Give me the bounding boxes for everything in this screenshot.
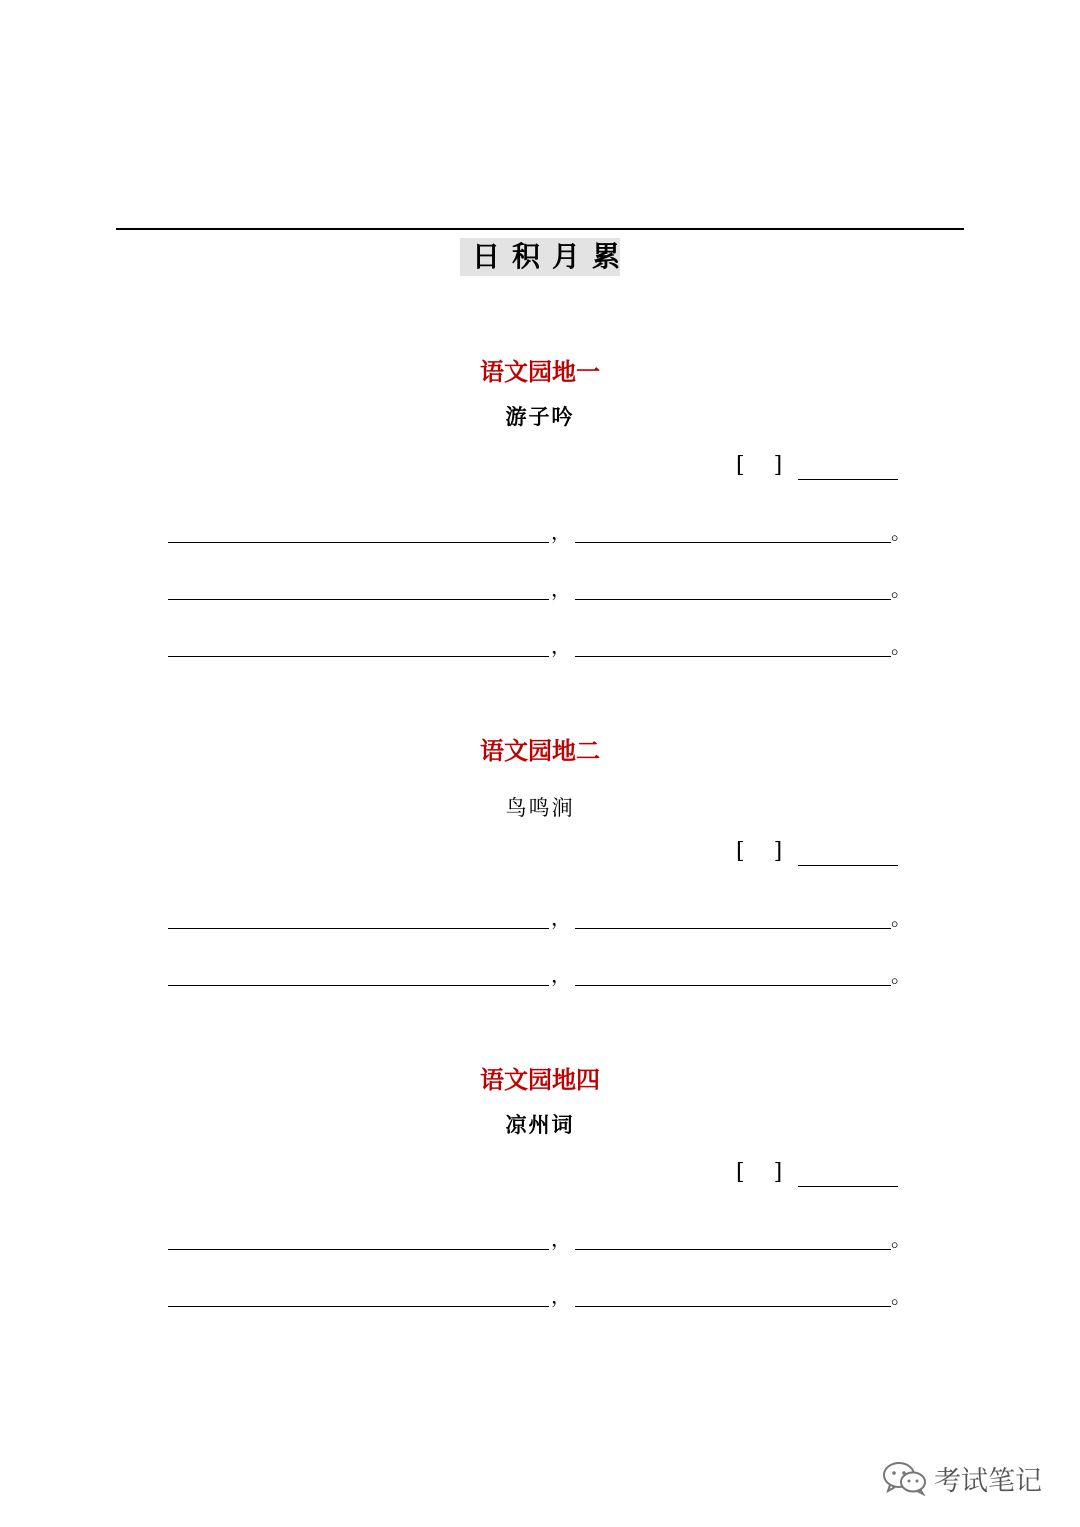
answer-blank[interactable] — [168, 985, 549, 986]
section-heading-2: 语文园地二 — [480, 737, 600, 765]
wechat-icon — [882, 1460, 928, 1496]
top-divider — [116, 228, 964, 230]
author-blank[interactable] — [798, 1186, 898, 1187]
comma-mark: ， — [551, 634, 571, 658]
comma-mark: ， — [551, 520, 571, 544]
dynasty-brackets: [ ] — [736, 453, 783, 478]
author-blank[interactable] — [798, 479, 898, 480]
answer-blank[interactable] — [168, 1306, 549, 1307]
period-mark: 。 — [891, 963, 911, 987]
comma-mark: ， — [551, 963, 571, 987]
answer-blank[interactable] — [168, 542, 549, 543]
answer-blank[interactable] — [575, 1249, 891, 1250]
section-heading-3: 语文园地四 — [480, 1066, 600, 1094]
poem-line-row — [168, 904, 913, 934]
answer-blank[interactable] — [575, 1306, 891, 1307]
dynasty-author-field-3 — [736, 1162, 906, 1192]
poem-line-row — [168, 518, 913, 548]
answer-blank[interactable] — [575, 928, 891, 929]
dynasty-brackets: [ ] — [736, 839, 783, 864]
poem-title-2: 鸟鸣涧 — [505, 796, 575, 820]
period-mark: 。 — [891, 520, 911, 544]
answer-blank[interactable] — [168, 599, 549, 600]
comma-mark: ， — [551, 1227, 571, 1251]
comma-mark: ， — [551, 1284, 571, 1308]
poem-title-3: 凉州词 — [505, 1112, 575, 1137]
author-blank[interactable] — [798, 865, 898, 866]
watermark — [882, 1458, 1042, 1498]
comma-mark: ， — [551, 577, 571, 601]
period-mark: 。 — [891, 634, 911, 658]
answer-blank[interactable] — [575, 599, 891, 600]
watermark-text: 考试笔记 — [934, 1465, 1042, 1497]
dynasty-author-field-2 — [736, 841, 906, 871]
poem-line-row — [168, 632, 913, 662]
dynasty-author-field-1 — [736, 455, 906, 485]
answer-blank[interactable] — [575, 656, 891, 657]
answer-blank[interactable] — [575, 985, 891, 986]
answer-blank[interactable] — [168, 928, 549, 929]
comma-mark: ， — [551, 906, 571, 930]
poem-line-row — [168, 1282, 913, 1312]
dynasty-brackets: [ ] — [736, 1160, 783, 1185]
answer-blank[interactable] — [575, 542, 891, 543]
period-mark: 。 — [891, 577, 911, 601]
poem-title-1: 游子吟 — [505, 404, 575, 429]
page-title: 日积月累 — [460, 238, 620, 276]
poem-line-row — [168, 961, 913, 991]
section-heading-1: 语文园地一 — [480, 358, 600, 386]
answer-blank[interactable] — [168, 1249, 549, 1250]
period-mark: 。 — [891, 1227, 911, 1251]
period-mark: 。 — [891, 1284, 911, 1308]
poem-line-row — [168, 1225, 913, 1255]
answer-blank[interactable] — [168, 656, 549, 657]
poem-line-row — [168, 575, 913, 605]
period-mark: 。 — [891, 906, 911, 930]
